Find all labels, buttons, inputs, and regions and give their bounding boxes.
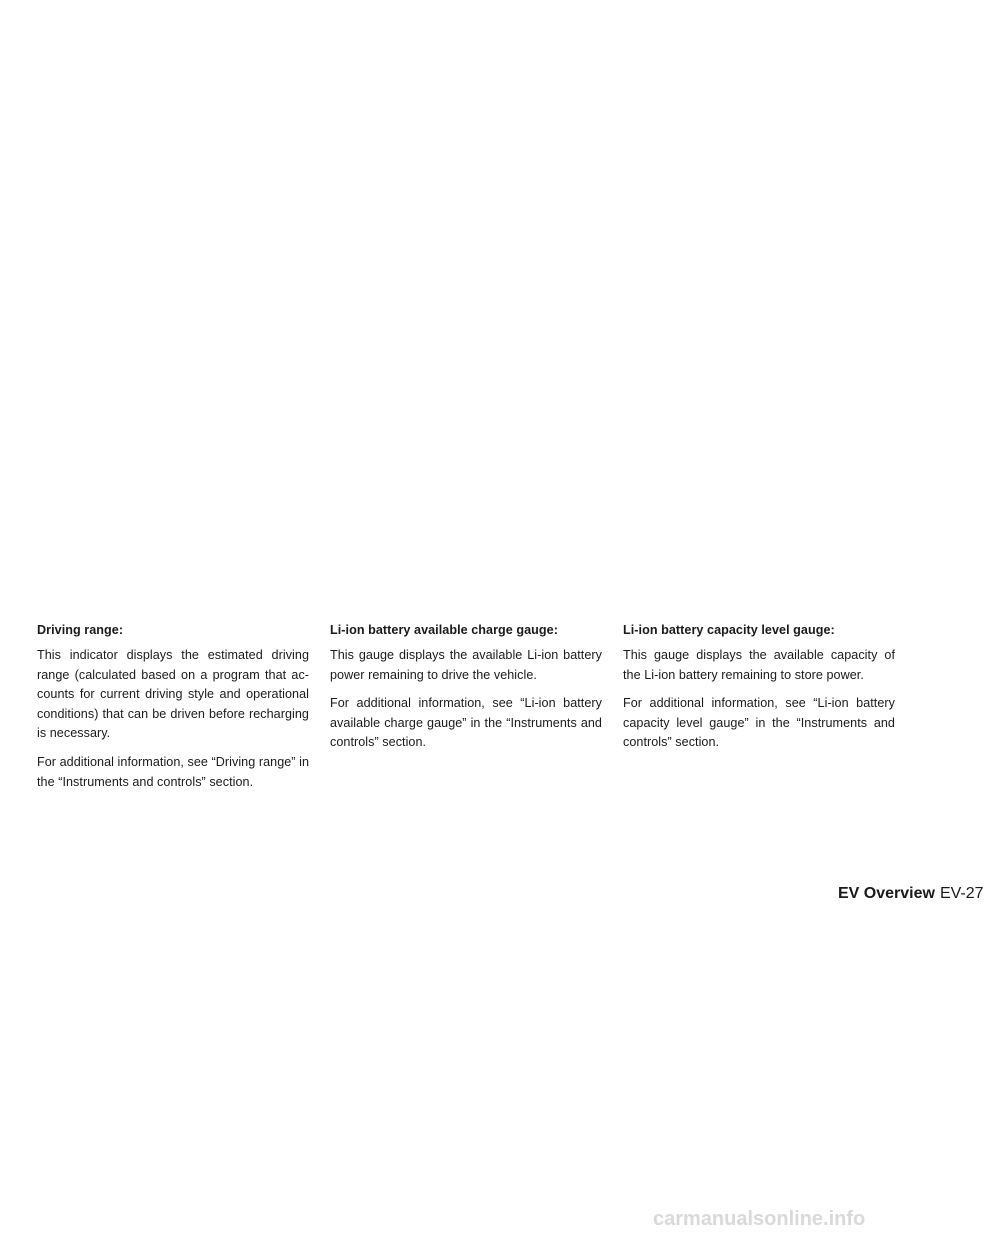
footer-page-number: EV-27: [939, 885, 984, 902]
watermark: carmanualsonline.info: [653, 1208, 866, 1230]
section-heading: Driving range:: [37, 623, 124, 637]
section-heading: Li-ion battery available charge gauge:: [330, 623, 558, 637]
paragraph: This indicator displays the estimated driving range (calculated based on a program that accounts for current driving style and operational conditions) that can be driven before recharging is necessary.: [37, 648, 309, 741]
page-footer: [838, 884, 984, 904]
column-available-charge-gauge: [330, 621, 602, 762]
paragraph: This gauge displays the available capacity of the Li-ion battery remaining to store power.: [623, 648, 895, 682]
footer-section-title: EV Overview: [838, 885, 935, 902]
paragraph: For additional information, see “Driving range” in the “Instruments and controls” section.: [37, 754, 309, 789]
paragraph: For additional information, see “Li-ion battery capacity level gauge” in the “Instruments and controls” section.: [623, 696, 895, 750]
section-heading: Li-ion battery capacity level gauge:: [623, 623, 835, 637]
paragraph: This gauge displays the available Li-ion battery power remaining to drive the vehicle.: [330, 648, 602, 682]
column-driving-range: [37, 621, 309, 801]
column-capacity-level-gauge: [623, 621, 895, 762]
paragraph: For additional information, see “Li-ion battery available charge gauge” in the “Instruments and controls” section.: [330, 696, 602, 750]
